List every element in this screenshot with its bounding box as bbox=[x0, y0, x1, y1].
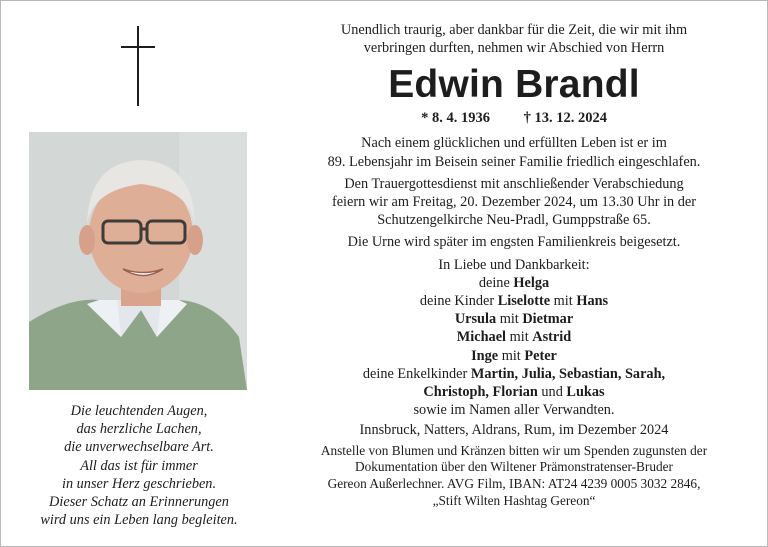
life-dates bbox=[275, 109, 753, 127]
with-word: mit bbox=[501, 347, 521, 364]
family-child-row bbox=[275, 292, 753, 310]
grandchildren-prefix: deine Enkelkinder bbox=[362, 365, 468, 382]
life-line: Nach einem glücklichen und erfüllten Leben ist er im bbox=[361, 135, 667, 152]
funeral-line: Den Trauergottesdienst mit anschließender Verabschiedung bbox=[344, 175, 684, 192]
memorial-poem bbox=[11, 402, 267, 529]
with-word: mit bbox=[553, 293, 573, 310]
poem-line: die unverwechselbare Art. bbox=[64, 439, 214, 456]
cross-icon bbox=[121, 26, 155, 106]
partner-name: Hans bbox=[576, 293, 609, 310]
life-line: 89. Lebensjahr im Beisein seiner Familie friedlich eingeschlafen. bbox=[327, 153, 701, 170]
funeral-paragraph bbox=[275, 175, 753, 230]
poem-line: wird uns ein Leben lang begleiten. bbox=[40, 512, 238, 529]
grandchildren-names: Martin, Julia, Sebastian, Sarah, bbox=[470, 365, 666, 382]
donation-note bbox=[275, 443, 753, 510]
intro-text bbox=[275, 21, 753, 57]
family-list bbox=[275, 256, 753, 420]
grandchildren-row bbox=[275, 383, 753, 401]
intro-line: verbringen durften, nehmen wir Abschied von Herrn bbox=[363, 40, 665, 57]
poem-line: in unser Herz geschrieben. bbox=[61, 475, 217, 492]
portrait-photo bbox=[29, 132, 247, 390]
intro-line: Unendlich traurig, aber dankbar für die Zeit, die wir mit ihm bbox=[340, 22, 688, 38]
partner-name: Peter bbox=[524, 347, 557, 364]
donation-line: „Stift Wilten Hashtag Gereon“ bbox=[432, 493, 596, 509]
child-name: Liselotte bbox=[497, 293, 551, 310]
relatives-line: sowie im Namen aller Verwandten. bbox=[413, 402, 615, 419]
funeral-line: Schutzengelkirche Neu-Pradl, Gumppstraße 65. bbox=[377, 212, 651, 229]
child-name: Inge bbox=[471, 347, 499, 364]
and-word: und bbox=[541, 384, 563, 401]
with-word: mit bbox=[499, 311, 519, 328]
children-prefix: deine Kinder bbox=[419, 293, 495, 310]
family-heading: In Liebe und Dankbarkeit: bbox=[438, 256, 590, 273]
grandchild-name: Lukas bbox=[566, 384, 605, 401]
family-child-row bbox=[275, 310, 753, 328]
grandchildren-row bbox=[275, 365, 753, 383]
donation-line: Anstelle von Blumen und Kränzen bitten wir um Spenden zugunsten der bbox=[320, 442, 708, 458]
wife-prefix: deine bbox=[478, 274, 510, 291]
child-name: Michael bbox=[456, 329, 507, 346]
death-date: † 13. 12. 2024 bbox=[523, 110, 607, 127]
place-date: Innsbruck, Natters, Aldrans, Rum, im Dezember 2024 bbox=[359, 422, 669, 439]
family-child-row bbox=[275, 347, 753, 365]
deceased-name: Edwin Brandl bbox=[388, 63, 640, 107]
poem-line: das herzliche Lachen, bbox=[76, 421, 202, 438]
poem-line: All das ist für immer bbox=[80, 457, 198, 474]
partner-name: Astrid bbox=[532, 329, 572, 346]
portrait-illustration bbox=[29, 132, 247, 390]
donation-line: Dokumentation über den Wiltener Prämonstratenser-Bruder bbox=[355, 459, 673, 475]
child-name: Ursula bbox=[454, 311, 497, 328]
urn-text: Die Urne wird später im engsten Familienkreis beigesetzt. bbox=[347, 234, 681, 251]
wife-name: Helga bbox=[513, 274, 550, 291]
notice-text bbox=[275, 21, 753, 510]
partner-name: Dietmar bbox=[522, 311, 574, 328]
life-paragraph bbox=[275, 134, 753, 170]
birth-date: * 8. 4. 1936 bbox=[421, 110, 490, 127]
poem-line: Die leuchtenden Augen, bbox=[70, 403, 208, 419]
family-wife bbox=[275, 274, 753, 292]
grandchildren-names: Christoph, Florian bbox=[423, 384, 538, 401]
funeral-line: feiern wir am Freitag, 20. Dezember 2024, um 13.30 Uhr in der bbox=[331, 194, 697, 211]
donation-line: Gereon Außerlechner. AVG Film, IBAN: AT24 4239 0005 3032 2846, bbox=[327, 476, 701, 492]
with-word: mit bbox=[509, 329, 529, 346]
poem-line: Dieser Schatz an Erinnerungen bbox=[49, 494, 229, 511]
family-child-row bbox=[275, 328, 753, 346]
